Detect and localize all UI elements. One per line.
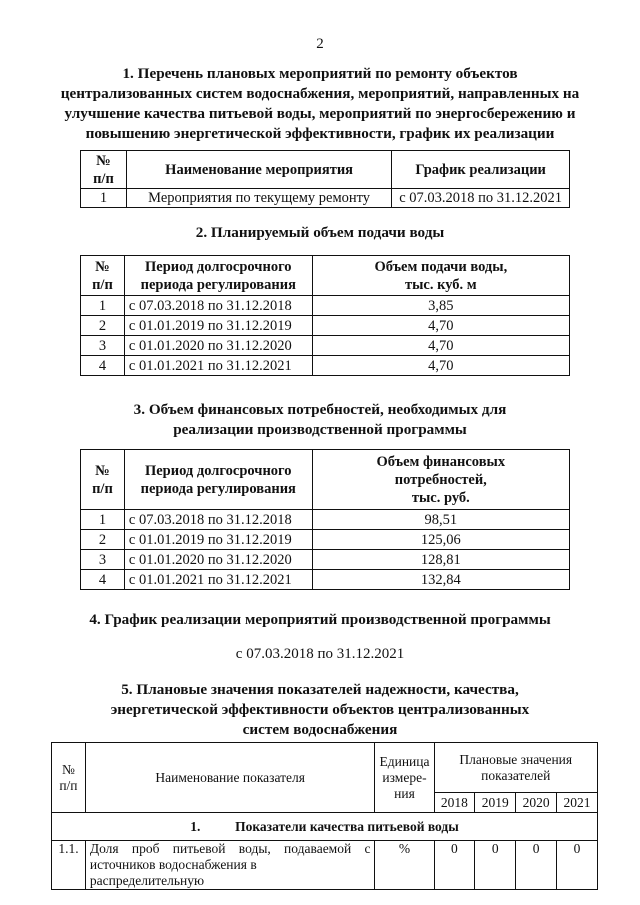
row-period: с 01.01.2020 по 31.12.2020	[124, 550, 312, 570]
period-header-line: Период долгосрочного	[144, 462, 292, 479]
section4-title: 4. График реализации мероприятий производственной программы	[89, 611, 551, 628]
row-period: с 07.03.2018 по 31.12.2018	[124, 296, 312, 316]
finance-header-line: Объем финансовых	[376, 453, 506, 470]
indicator-name-header: Наименование показателя	[85, 743, 375, 813]
table-row	[81, 510, 570, 530]
row-unit: %	[375, 841, 434, 890]
row-period: с 01.01.2019 по 31.12.2019	[124, 530, 312, 550]
row-indicator-line: Доля проб питьевой воды, подаваемой с	[89, 841, 371, 856]
section1-title	[40, 64, 600, 144]
num-header	[81, 256, 125, 296]
row-value: 0	[434, 841, 475, 890]
table-row	[81, 356, 570, 376]
row-value: 4,70	[312, 316, 569, 336]
num-header-line: №	[96, 152, 111, 169]
name-header: Наименование мероприятия	[126, 151, 391, 189]
finance-header	[312, 450, 569, 510]
row-indicator-line: источников водоснабжения в распределительную	[89, 857, 257, 888]
finance-header-line: потребностей,	[394, 471, 487, 488]
row-value: 4,70	[312, 356, 569, 376]
section3-title-line: 3. Объем финансовых потребностей, необходимых для	[133, 401, 507, 418]
row-value: 98,51	[312, 510, 569, 530]
finance-header-line: тыс. руб.	[411, 489, 470, 506]
section2-table	[80, 255, 570, 376]
section1-title-line: улучшение качества питьевой воды, мероприятий по энергосбережению и	[64, 105, 576, 122]
num-header-line: п/п	[93, 170, 114, 187]
section1-table	[80, 150, 570, 208]
group-title	[52, 813, 598, 841]
row-period: с 01.01.2021 по 31.12.2021	[124, 570, 312, 590]
table-row	[81, 296, 570, 316]
row-period: с 07.03.2018 по 31.12.2018	[124, 510, 312, 530]
num-header-line: №	[95, 462, 110, 479]
page-number: 2	[316, 36, 324, 52]
year-header: 2018	[434, 793, 475, 813]
section5-table	[51, 742, 598, 890]
unit-header-line: ния	[394, 785, 415, 801]
section3-title	[40, 400, 600, 440]
table-row	[52, 841, 598, 890]
row-name: Мероприятия по текущему ремонту	[126, 189, 391, 208]
table-row	[81, 336, 570, 356]
table-row	[81, 570, 570, 590]
year-header: 2019	[475, 793, 516, 813]
volume-header	[312, 256, 569, 296]
num-header-line: №	[95, 258, 110, 275]
section5-title	[40, 680, 600, 740]
row-num: 3	[81, 336, 125, 356]
section2-title: 2. Планируемый объем подачи воды	[195, 224, 445, 241]
period-header-line: периода регулирования	[140, 480, 296, 497]
num-header	[81, 151, 127, 189]
row-indicator-name	[85, 841, 375, 890]
section3-title-line: реализации производственной программы	[173, 421, 467, 438]
unit-header	[375, 743, 434, 813]
unit-header-line: измере-	[382, 769, 427, 785]
table-row	[81, 189, 570, 208]
plan-values-header-line: показателей	[481, 767, 551, 783]
num-header	[52, 743, 86, 813]
row-num: 1	[81, 510, 125, 530]
section1-title-line: централизованных систем водоснабжения, мероприятий, направленных на	[60, 85, 580, 102]
section1-title-line: 1. Перечень плановых мероприятий по ремонту объектов	[122, 65, 518, 82]
year-header: 2020	[516, 793, 557, 813]
table-row	[81, 550, 570, 570]
row-value: 4,70	[312, 336, 569, 356]
row-num: 2	[81, 316, 125, 336]
row-num: 3	[81, 550, 125, 570]
section1-title-line: повышению энергетической эффективности, график их реализации	[85, 125, 555, 142]
row-value: 0	[516, 841, 557, 890]
group-row	[52, 813, 598, 841]
section4-period: с 07.03.2018 по 31.12.2021	[235, 646, 405, 662]
row-num: 1	[81, 189, 127, 208]
num-header-line: п/п	[92, 276, 113, 293]
row-num: 1	[81, 296, 125, 316]
group-label: Показатели качества питьевой воды	[235, 818, 459, 834]
row-num: 2	[81, 530, 125, 550]
period-header-line: Период долгосрочного	[145, 258, 292, 275]
num-header-line: п/п	[59, 777, 78, 793]
row-num: 4	[81, 570, 125, 590]
num-header-line: №	[61, 761, 75, 777]
section5-title-line: 5. Плановые значения показателей надежности, качества,	[121, 681, 519, 698]
row-value: 0	[475, 841, 516, 890]
row-period: с 01.01.2021 по 31.12.2021	[124, 356, 312, 376]
num-header	[81, 450, 125, 510]
row-value: 125,06	[312, 530, 569, 550]
volume-header-line: тыс. куб. м	[404, 276, 477, 293]
volume-header-line: Объем подачи воды,	[374, 258, 508, 275]
row-value: 0	[557, 841, 598, 890]
row-schedule: с 07.03.2018 по 31.12.2021	[392, 189, 570, 208]
period-header	[124, 450, 312, 510]
section5-title-line: систем водоснабжения	[242, 721, 398, 738]
section3-table	[80, 449, 570, 590]
table-row	[81, 530, 570, 550]
row-period: с 01.01.2019 по 31.12.2019	[124, 316, 312, 336]
row-num: 1.1.	[52, 841, 86, 890]
plan-values-header	[434, 743, 598, 793]
period-header	[124, 256, 312, 296]
row-value: 3,85	[312, 296, 569, 316]
group-num: 1.	[190, 818, 201, 834]
num-header-line: п/п	[92, 480, 113, 497]
schedule-header: График реализации	[392, 151, 570, 189]
period-header-line: периода регулирования	[140, 276, 296, 293]
row-num: 4	[81, 356, 125, 376]
row-period: с 01.01.2020 по 31.12.2020	[124, 336, 312, 356]
plan-values-header-line: Плановые значения	[459, 751, 573, 767]
year-header: 2021	[557, 793, 598, 813]
unit-header-line: Единица	[379, 753, 430, 769]
table-row	[81, 316, 570, 336]
row-value: 132,84	[312, 570, 569, 590]
row-value: 128,81	[312, 550, 569, 570]
section5-title-line: энергетической эффективности объектов централизованных	[110, 701, 530, 718]
